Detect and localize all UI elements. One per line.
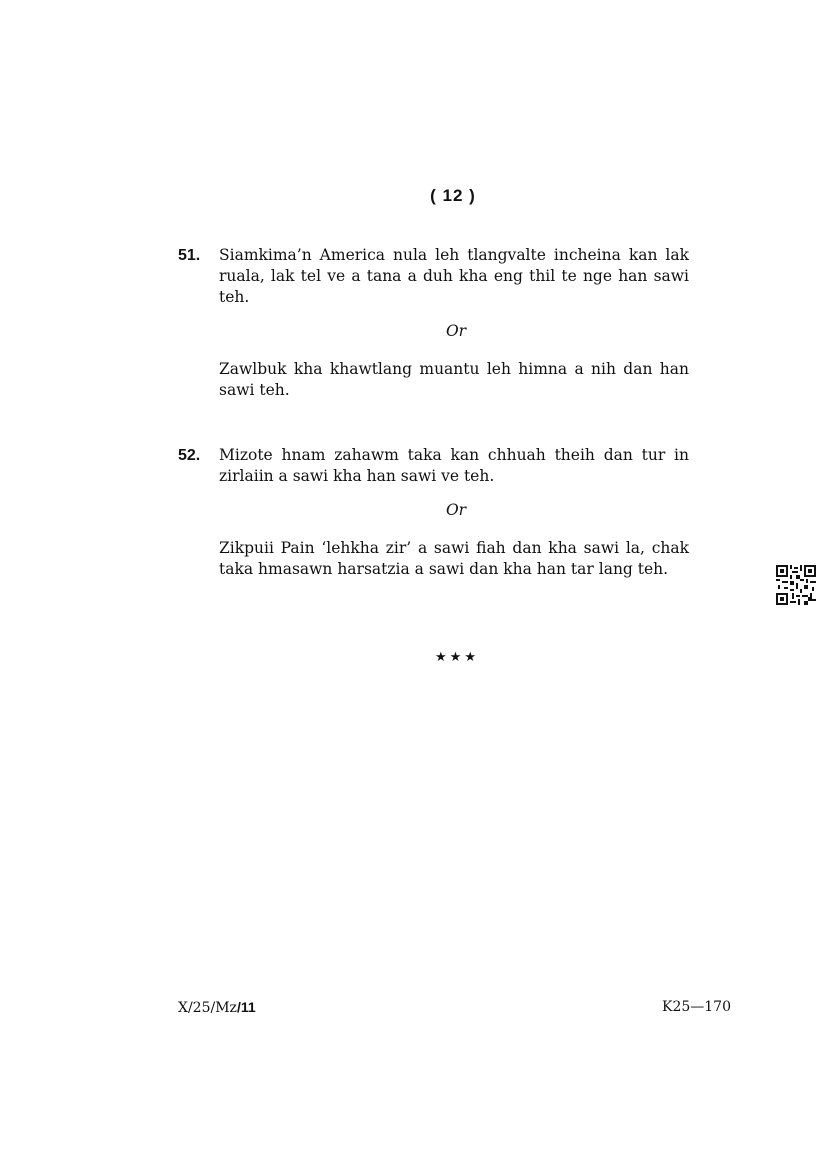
- question-body: [219, 445, 689, 580]
- question-number: 52.: [178, 447, 201, 464]
- paper-code-suffix: /11: [236, 999, 256, 1015]
- alternative-question-text: Zawlbuk kha khawtlang muantu leh himna a nih dan han sawi teh.: [219, 360, 689, 399]
- qr-code-icon: [776, 565, 816, 605]
- alternative-question-text: Zikpuii Pain ‘lehkha zir’ a sawi fiah dan kha sawi la, chak taka hmasawn harsatzia a sawi dan kha han tar lang teh.: [219, 539, 689, 578]
- question-text: Siamkima’n America nula leh tlangvalte incheina kan lak ruala, lak tel ve a tana a duh kha eng thil te nge han sawi teh.: [219, 246, 689, 306]
- end-of-paper-stars: ★★★: [435, 650, 479, 665]
- page-number: ( 12 ): [430, 186, 476, 205]
- question-52: [178, 445, 690, 580]
- or-label: Or: [445, 501, 467, 519]
- paper-code: [178, 999, 256, 1016]
- question-51: [178, 245, 690, 401]
- question-body: [219, 245, 689, 401]
- paper-code-prefix: X/25/Mz: [178, 1000, 237, 1016]
- or-label: Or: [445, 322, 467, 340]
- print-serial: K25—170: [662, 999, 731, 1015]
- question-number: 51.: [178, 247, 201, 264]
- question-text: Mizote hnam zahawm taka kan chhuah theih dan tur in zirlaiin a sawi kha han sawi ve teh.: [219, 446, 689, 485]
